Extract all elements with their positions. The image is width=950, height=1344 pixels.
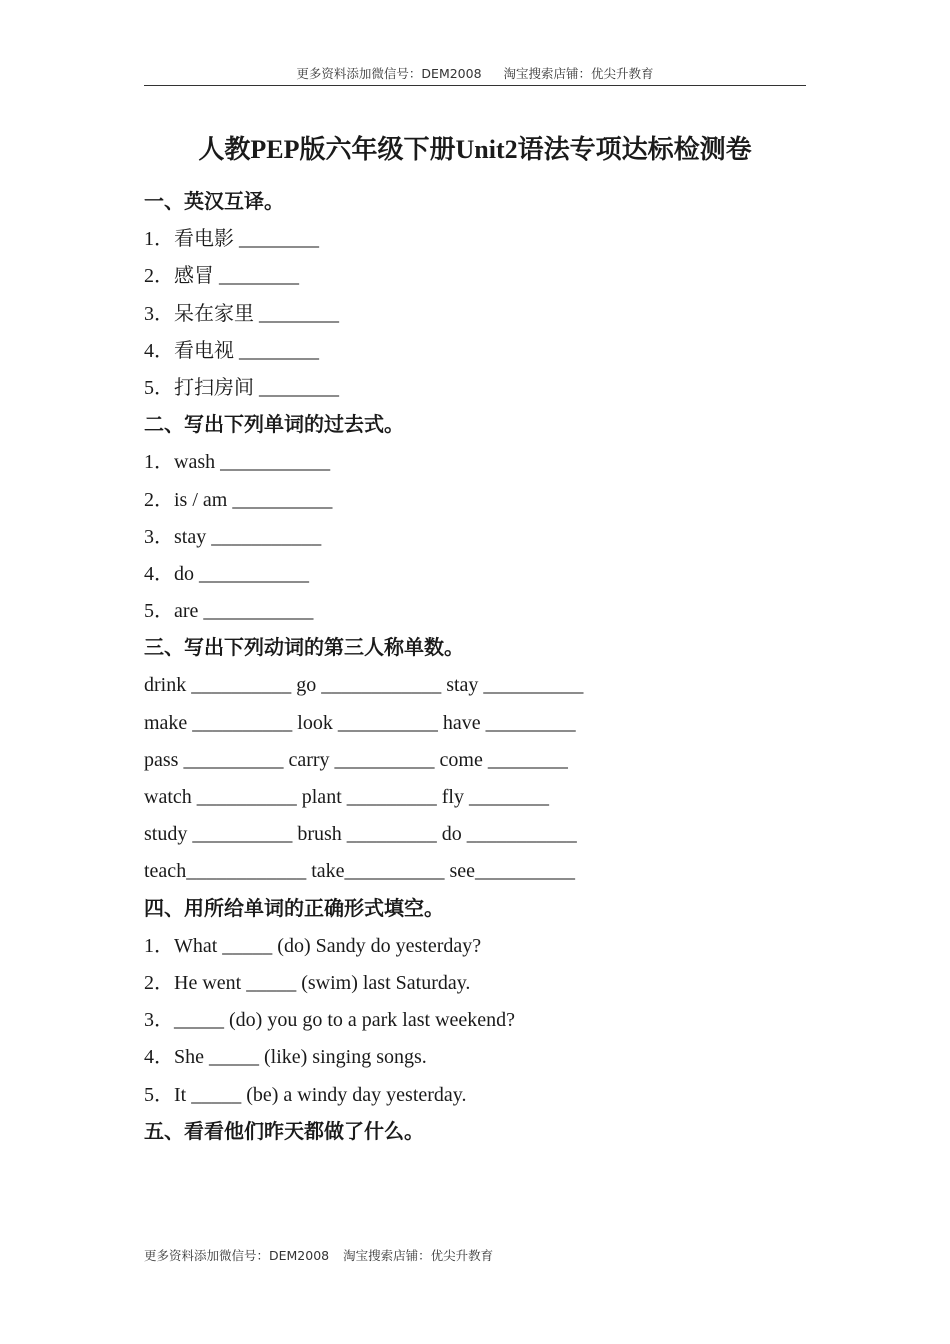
exercise-line: make __________ look __________ have _________ bbox=[144, 711, 576, 734]
exercise-line: 2．is / am __________ bbox=[144, 488, 333, 511]
section-heading: 二、写出下列单词的过去式。 bbox=[144, 414, 404, 437]
exercise-line: 3．stay ___________ bbox=[144, 525, 322, 548]
section-heading: 一、英汉互译。 bbox=[144, 191, 284, 213]
page-footer bbox=[144, 1246, 493, 1266]
footer-shop: 淘宝搜索店铺：优尖升教育 bbox=[343, 1248, 494, 1263]
exercise-line: teach____________ take__________ see__________ bbox=[144, 860, 576, 883]
exercise-line: drink __________ go ____________ stay __________ bbox=[144, 674, 584, 697]
section-heading: 三、写出下列动词的第三人称单数。 bbox=[144, 637, 464, 660]
exercise-line: 3．_____ (do) you go to a park last weekend? bbox=[144, 1009, 516, 1032]
exercise-line: 2．感冒 ________ bbox=[144, 265, 299, 288]
footer-wechat: 更多资料添加微信号：DEM2008 bbox=[144, 1248, 330, 1263]
header-shop: 淘宝搜索店铺：优尖升教育 bbox=[503, 66, 654, 81]
exercise-line: watch __________ plant _________ fly ________ bbox=[144, 786, 549, 808]
page-title: 人教PEP版六年级下册Unit2语法专项达标检测卷 bbox=[198, 135, 752, 164]
exercise-line: pass __________ carry __________ come ________ bbox=[144, 748, 568, 771]
section-heading: 五、看看他们昨天都做了什么。 bbox=[144, 1120, 424, 1143]
page-header bbox=[144, 64, 806, 86]
exercise-line: 5．打扫房间 ________ bbox=[144, 376, 339, 399]
exercise-line: 4．She _____ (like) singing songs. bbox=[144, 1046, 427, 1069]
exercise-line: study __________ brush _________ do ___________ bbox=[144, 823, 577, 846]
exercise-line: 1．看电影 ________ bbox=[144, 228, 319, 251]
exercise-line: 4．do ___________ bbox=[144, 562, 309, 585]
section-heading: 四、用所给单词的正确形式填空。 bbox=[144, 897, 444, 920]
exercise-line: 5．It _____ (be) a windy day yesterday. bbox=[144, 1083, 467, 1106]
exercise-line: 5．are ___________ bbox=[144, 600, 314, 623]
header-wechat: 更多资料添加微信号：DEM2008 bbox=[296, 66, 482, 81]
exercise-line: 3．呆在家里 ________ bbox=[144, 302, 339, 325]
exercise-line: 4．看电视 ________ bbox=[144, 339, 319, 362]
exercise-line: 2．He went _____ (swim) last Saturday. bbox=[144, 971, 471, 994]
exercise-line: 1．wash ___________ bbox=[144, 451, 331, 474]
worksheet-body bbox=[144, 184, 806, 1151]
exercise-line: 1．What _____ (do) Sandy do yesterday? bbox=[144, 934, 482, 957]
